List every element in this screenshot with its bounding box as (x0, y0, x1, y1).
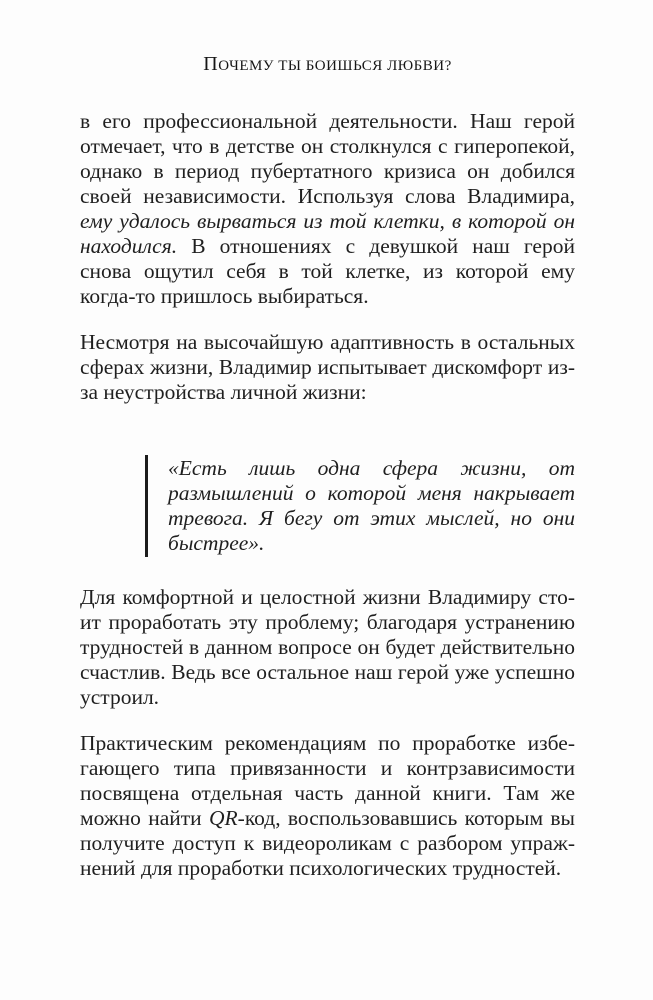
text-block (80, 109, 575, 881)
text-segment: Практическим рекомендациям по проработке избегающего типа привязанности и контрзависимости посвящена отдельная часть данной книги. Там же можно найти (80, 731, 575, 830)
italic-text-segment: ему удалось вырваться из той клетки, в которой он находился. (80, 209, 575, 258)
pull-quote (145, 455, 575, 557)
body-paragraph (80, 731, 575, 881)
italic-text-segment: QR (208, 806, 238, 830)
body-paragraph (80, 109, 575, 309)
body-paragraph (80, 330, 575, 405)
text-segment: в его профессиональной деятельности. Наш герой отмечает, что в детстве он столкнулся с гиперопекой, однако в период пубертатного кризиса он добился своей независимости. Используя слова Владимира, (80, 109, 575, 208)
text-segment: Несмотря на высочайшую адаптивность в остальных сферах жизни, Владимир испытывает дискомфорт из-за неустройства личной жизни: (80, 330, 575, 404)
text-segment: -код, воспользовавшись которым вы получите доступ к видеороликам с разбором упражнений для проработки психологических трудностей. (80, 806, 576, 880)
italic-text-segment: «Есть лишь одна сфера жизни, от размышлений о которой меня накрывает тревога. Я бегу от этих мыслей, но они быстрее». (168, 456, 575, 555)
body-paragraph (80, 585, 575, 710)
running-head: ПОЧЕМУ ТЫ БОИШЬСЯ ЛЮБВИ? (203, 53, 452, 75)
text-segment: Для комфортной и целостной жизни Владимиру стоит проработать эту проблему; благодаря устранению трудностей в данном вопросе он будет действительно счастлив. Ведь все остальное наш герой уже успешно устроил. (80, 585, 575, 709)
text-segment: В отношениях с девушкой наш герой снова ощутил себя в той клетке, из которой ему когда-то пришлось выбираться. (80, 234, 575, 308)
